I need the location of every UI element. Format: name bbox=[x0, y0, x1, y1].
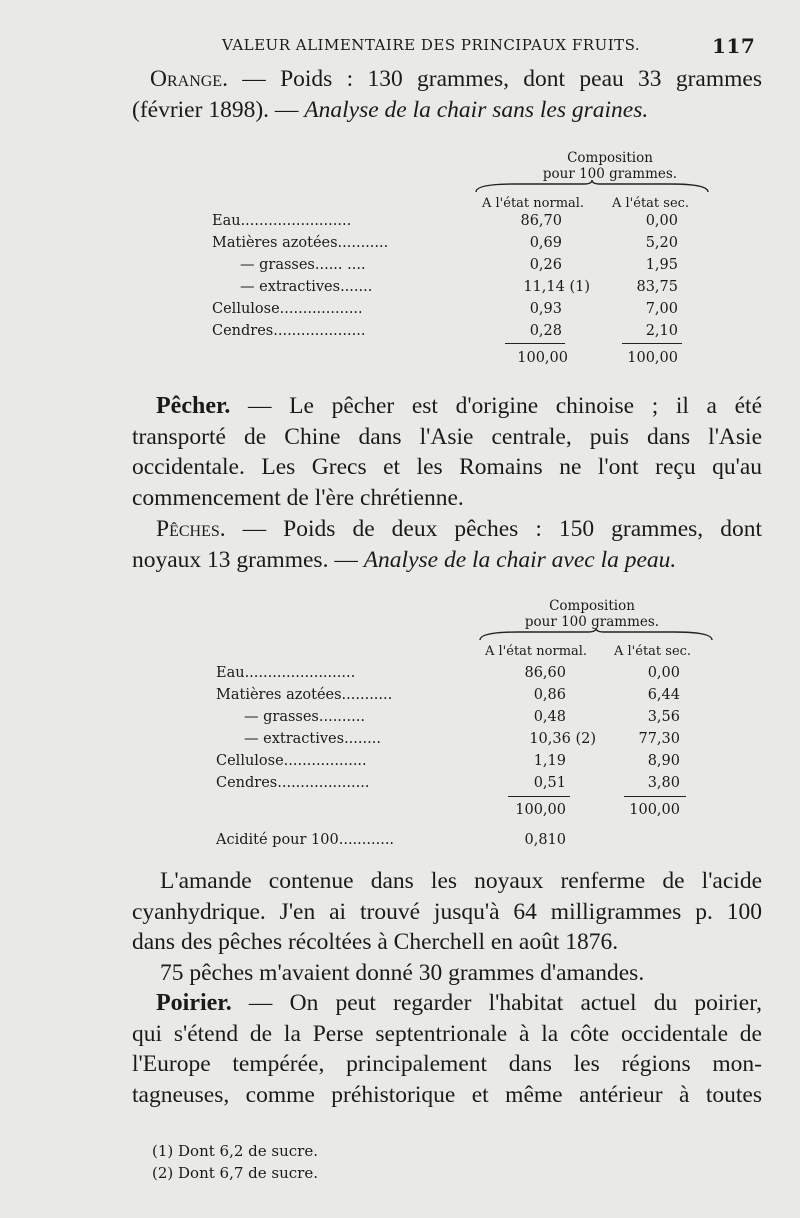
value-sec: 1,95 bbox=[645, 257, 678, 273]
page-number: 117 bbox=[712, 34, 756, 58]
sum-rule-sec bbox=[622, 343, 682, 344]
footnotes bbox=[152, 1140, 318, 1184]
composition-header bbox=[520, 150, 700, 182]
value-normal: 0,26 bbox=[529, 257, 562, 273]
value-sec: 0,00 bbox=[645, 213, 678, 229]
col-header-sec: A l'état sec. bbox=[612, 196, 690, 211]
row-label: — extractives....... bbox=[240, 279, 373, 295]
row-label: Matières azotées........... bbox=[212, 235, 389, 251]
row-label: — grasses.......... bbox=[244, 709, 365, 725]
value-sec: 6,44 bbox=[647, 687, 680, 703]
row-label: Cendres.................... bbox=[212, 323, 366, 339]
value-sec: 5,20 bbox=[645, 235, 678, 251]
poirier-heading: Poirier. bbox=[156, 990, 232, 1016]
orange-line-2 bbox=[132, 95, 762, 126]
row-label: Matières azotées........... bbox=[216, 687, 393, 703]
row-label: Cellulose.................. bbox=[216, 753, 367, 769]
col-header-normal: A l'état normal. bbox=[482, 196, 585, 211]
peches-analysis-title: Analyse de la chair avec la peau. bbox=[363, 546, 677, 573]
orange-line-2-text: (février 1898). — bbox=[132, 96, 305, 123]
value-normal: 86,60 bbox=[524, 665, 566, 681]
composition-brace bbox=[474, 180, 710, 194]
total-normal: 100,00 bbox=[515, 802, 566, 818]
amande-line-2: cyanhydrique. J'en ai trouvé jusqu'à 64 milligrammes p. 100 bbox=[132, 898, 762, 925]
value-sec: 2,10 bbox=[645, 323, 678, 339]
sum-rule-normal bbox=[505, 343, 565, 344]
total-normal: 100,00 bbox=[517, 350, 568, 366]
value-normal: 0,69 bbox=[529, 235, 562, 251]
table-row bbox=[0, 257, 800, 279]
poirier-line-3: l'Europe tempérée, principalement dans les régions mon- bbox=[132, 1051, 762, 1077]
table-row bbox=[0, 687, 800, 709]
row-label: Eau........................ bbox=[216, 665, 356, 681]
total-sec: 100,00 bbox=[629, 802, 680, 818]
value-sec: 3,56 bbox=[647, 709, 680, 725]
value-sec: 0,00 bbox=[647, 665, 680, 681]
value-normal: 10,36 (2) bbox=[529, 731, 596, 747]
composition-brace bbox=[478, 628, 714, 642]
value-sec: 3,80 bbox=[647, 775, 680, 791]
table-row bbox=[0, 665, 800, 687]
composition-header-line-2: pour 100 grammes. bbox=[542, 166, 678, 182]
value-normal: 0,93 bbox=[529, 301, 562, 317]
running-head bbox=[0, 34, 800, 58]
orange-line-1 bbox=[132, 64, 762, 95]
table-total-row bbox=[0, 350, 800, 372]
orange-name: Orange. bbox=[150, 66, 228, 92]
value-normal: 1,19 bbox=[533, 753, 566, 769]
poirier-line-1 bbox=[132, 988, 762, 1019]
amande-line-1: L'amande contenue dans les noyaux renferme de l'acide bbox=[160, 868, 762, 894]
table-row bbox=[0, 279, 800, 301]
peches-line-1 bbox=[132, 514, 762, 545]
orange-paragraph bbox=[132, 64, 762, 125]
table-row bbox=[0, 301, 800, 323]
amande-paragraph bbox=[132, 866, 762, 988]
value-normal: 0,28 bbox=[529, 323, 562, 339]
amande-line-4: 75 pêches m'avaient donné 30 grammes d'amandes. bbox=[160, 959, 645, 986]
table-row bbox=[0, 775, 800, 797]
table-row bbox=[0, 731, 800, 753]
table-row bbox=[0, 213, 800, 235]
pecher-heading: Pêcher. bbox=[156, 393, 231, 419]
composition-header-line-1: Composition bbox=[567, 150, 653, 166]
value-sec: 8,90 bbox=[647, 753, 680, 769]
pecher-line-1-text: — Le pêcher est d'origine chinoise ; il a été bbox=[230, 393, 762, 419]
peches-name: Pêches. bbox=[156, 516, 226, 542]
total-sec: 100,00 bbox=[627, 350, 678, 366]
sum-rule-normal bbox=[508, 796, 570, 797]
peches-line-1-text: — Poids de deux pêches : 150 grammes, dont bbox=[225, 516, 762, 542]
value-normal: 0,48 bbox=[533, 709, 566, 725]
value-sec: 83,75 bbox=[636, 279, 678, 295]
peches-line-2-text: noyaux 13 grammes. — bbox=[132, 546, 364, 573]
pecher-line-4: commencement de l'ère chrétienne. bbox=[132, 484, 464, 511]
poirier-paragraph bbox=[132, 988, 762, 1110]
peches-line-2 bbox=[132, 545, 762, 576]
composition-header bbox=[502, 598, 682, 630]
row-label: Cellulose.................. bbox=[212, 301, 363, 317]
composition-header-line-1: Composition bbox=[549, 598, 635, 614]
value-sec: 7,00 bbox=[645, 301, 678, 317]
row-label: — grasses...... .... bbox=[240, 257, 366, 273]
value-normal: 11,14 (1) bbox=[523, 279, 590, 295]
value-normal: 0,51 bbox=[533, 775, 566, 791]
acidity-label: Acidité pour 100............ bbox=[216, 832, 395, 848]
orange-analysis-title: Analyse de la chair sans les graines. bbox=[304, 96, 649, 123]
table-row bbox=[0, 235, 800, 257]
col-header-sec: A l'état sec. bbox=[614, 644, 692, 659]
sum-rule-sec bbox=[624, 796, 686, 797]
orange-line-1-text: — Poids : 130 grammes, dont peau 33 grammes bbox=[227, 66, 762, 92]
pecher-line-3: occidentale. Les Grecs et les Romains ne l'ont reçu qu'au bbox=[132, 454, 762, 480]
peches-paragraph bbox=[132, 514, 762, 575]
pecher-line-2: transporté de Chine dans l'Asie centrale, puis dans l'Asie bbox=[132, 423, 762, 450]
amande-line-3: dans des pêches récoltées à Cherchell en août 1876. bbox=[132, 929, 619, 955]
table-total-row bbox=[0, 802, 800, 824]
running-head-title: VALEUR ALIMENTAIRE DES PRINCIPAUX FRUITS. bbox=[222, 36, 641, 54]
pecher-paragraph bbox=[132, 391, 762, 513]
footnote-2: (2) Dont 6,7 de sucre. bbox=[152, 1164, 318, 1182]
acidity-row bbox=[0, 832, 800, 854]
poirier-line-4: tagneuses, comme préhistorique et même antérieur à toutes bbox=[132, 1081, 762, 1108]
row-label: Eau........................ bbox=[212, 213, 352, 229]
value-sec: 77,30 bbox=[638, 731, 680, 747]
value-normal: 0,86 bbox=[533, 687, 566, 703]
col-header-normal: A l'état normal. bbox=[485, 644, 588, 659]
row-label: — extractives........ bbox=[244, 731, 381, 747]
table-row bbox=[0, 709, 800, 731]
row-label: Cendres.................... bbox=[216, 775, 370, 791]
footnote-1: (1) Dont 6,2 de sucre. bbox=[152, 1142, 318, 1160]
composition-header-line-2: pour 100 grammes. bbox=[524, 614, 660, 630]
poirier-line-1-text: — On peut regarder l'habitat actuel du poirier, bbox=[231, 990, 762, 1016]
pecher-line-1 bbox=[132, 391, 762, 422]
value-normal: 86,70 bbox=[520, 213, 562, 229]
acidity-value: 0,810 bbox=[524, 832, 566, 848]
table-row bbox=[0, 323, 800, 345]
table-row bbox=[0, 753, 800, 775]
poirier-line-2: qui s'étend de la Perse septentrionale à la côte occidentale de bbox=[132, 1020, 762, 1047]
